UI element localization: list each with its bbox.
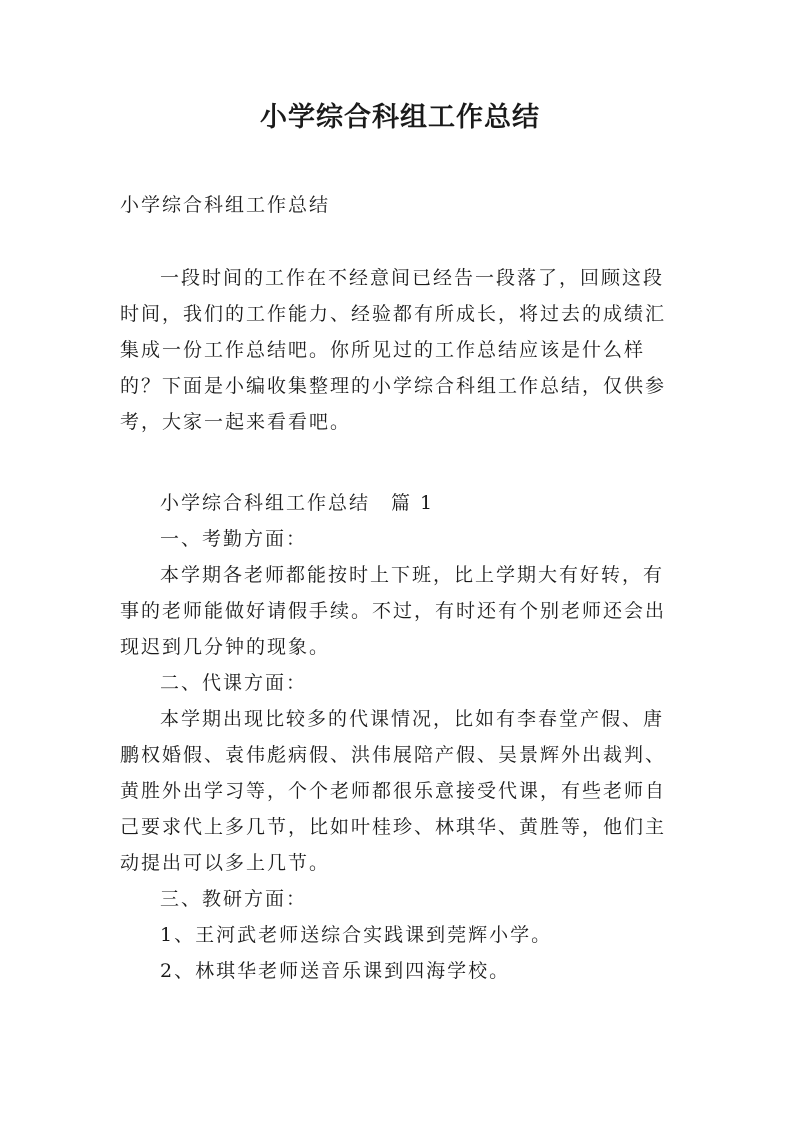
list-item: 1、王河武老师送综合实践课到莞辉小学。 [160,924,553,946]
intro-paragraph: 一段时间的工作在不经意间已经告一段落了，回顾这段时间，我们的工作能力、经验都有所成长，将过去的成绩汇集成一份工作总结吧。你所见过的工作总结应该是什么样的？下面是小编收集整理的小学综合科组工作总结，仅供参考，大家一起来看看吧。 [120,267,667,433]
document-subtitle: 小学综合科组工作总结 [120,194,331,216]
document-title: 小学综合科组工作总结 [260,102,540,133]
paragraph-attendance: 本学期各老师都能按时上下班，比上学期大有好转，有事的老师能做好请假手续。不过，有时还有个别老师还会出现迟到几分钟的现象。 [120,564,667,658]
section-heading: 小学综合科组工作总结 篇 1 [160,492,435,514]
subsection-heading-attendance: 一、考勤方面： [160,528,308,550]
list-item: 2、林琪华老师送音乐课到四海学校。 [160,960,511,982]
subsection-heading-substitute: 二、代课方面： [160,672,308,694]
subsection-heading-research: 三、教研方面： [160,888,308,910]
document-body [120,485,680,989]
paragraph-substitute: 本学期出现比较多的代课情况，比如有李春堂产假、唐鹏权婚假、袁伟彪病假、洪伟展陪产假、吴景辉外出裁判、黄胜外出学习等，个个老师都很乐意接受代课，有些老师自己要求代上多几节，比如叶桂珍、林琪华、黄胜等，他们主动提出可以多上几节。 [120,708,667,874]
